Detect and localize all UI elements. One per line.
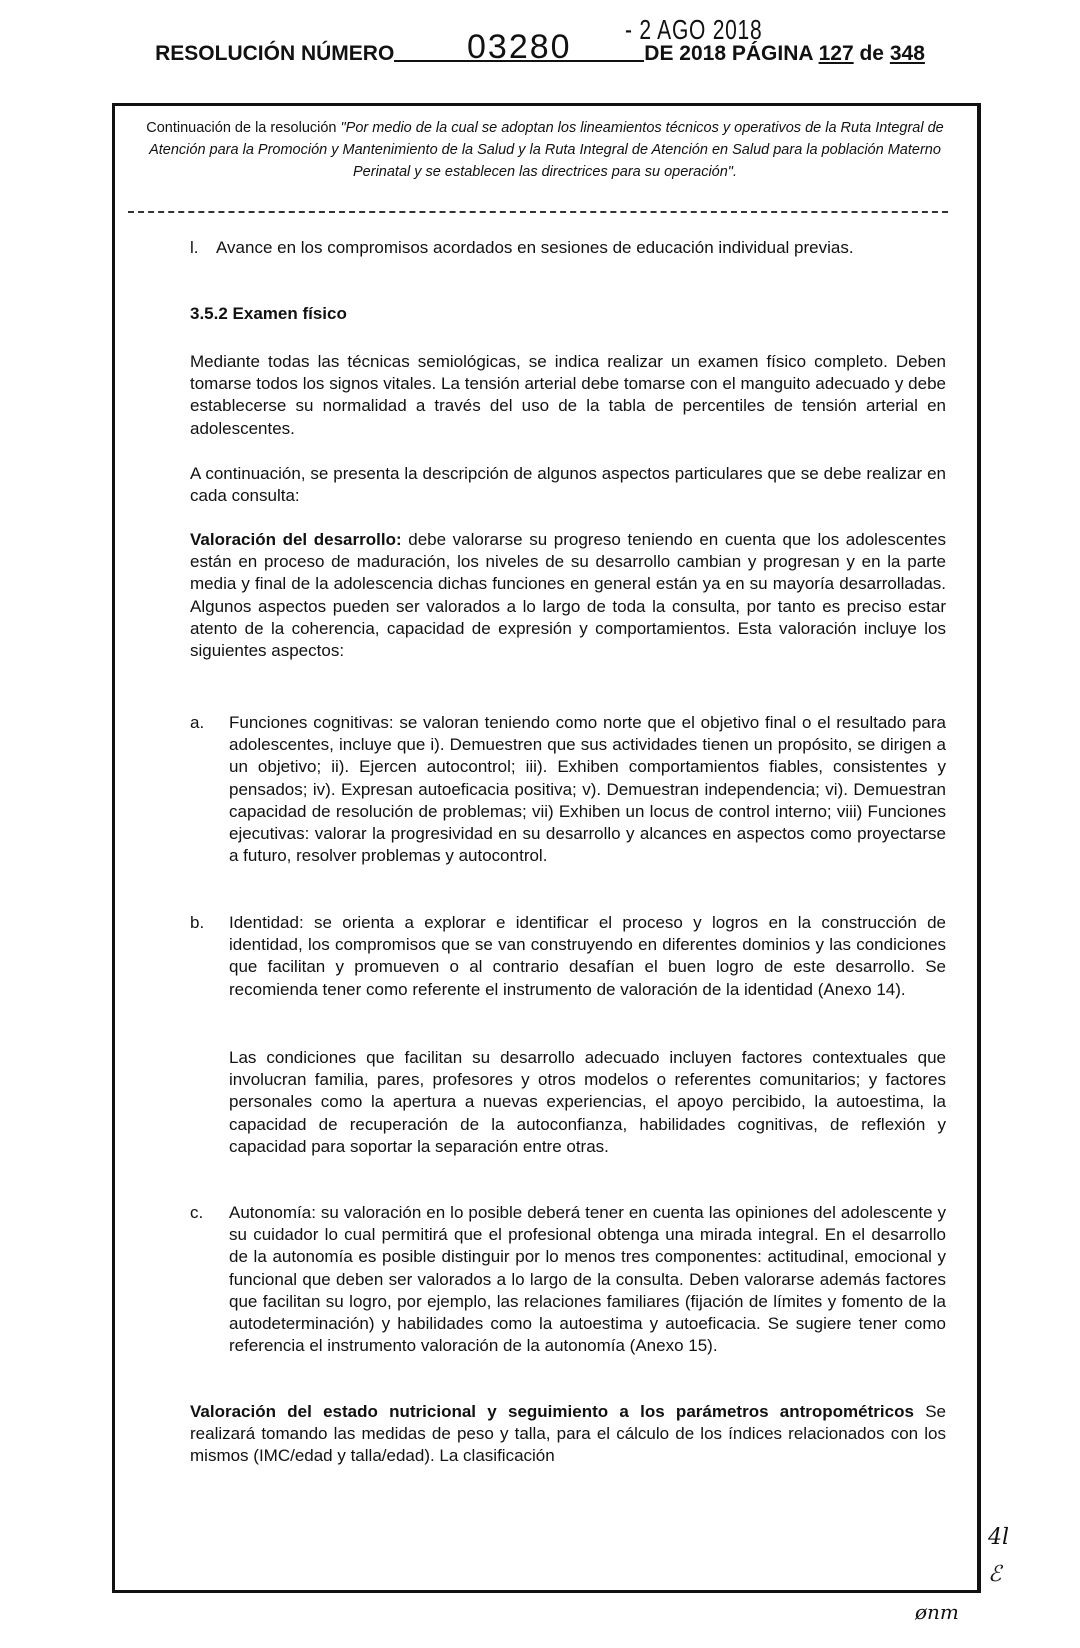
list-marker: l. — [190, 238, 199, 257]
resolution-intro — [120, 117, 970, 183]
list-item-a — [190, 712, 946, 867]
list-item-l — [190, 237, 946, 259]
resolution-number-stamp: 03280 — [394, 34, 644, 62]
handwritten-initials: ℰ — [988, 1562, 1002, 1587]
section-heading: 3.5.2 Examen físico — [190, 304, 347, 323]
nutrition-text: Se realizará tomando las medidas de peso y talla, para el cálculo de los índices relacionados con los mismos (IMC/edad y talla/edad). La clasificación — [190, 1402, 946, 1466]
list-marker: a. — [190, 713, 205, 732]
paragraph-identity-conditions: Las condiciones que facilitan su desarrollo adecuado incluyen factores contextuales que involucran familia, pares, profesores y otros modelos o referentes comunitarios; y factores personales como la apertura a nuevas experiencias, el apoyo percibido, la autoestima, la capacidad de recuperación de la autoconfianza, habilidades cognitivas, de reflexión y capacidad para soportar la separación entre otras. — [229, 1048, 946, 1156]
handwritten-signature: ønm — [915, 1600, 959, 1624]
list-item-b — [190, 912, 946, 1001]
development-text: debe valorarse su progreso teniendo en cuenta que los adolescentes están en proceso de maduración, los niveles de su desarrollo cambian y progresan y en la parte media y final de la adolescencia dichas funciones en general están ya en su mayoría desarrolladas. Algunos aspectos pueden ser valorados a lo largo de toda la consulta, por tanto es preciso estar atento de la coherencia, capacidad de expresión y comportamientos. Esta valoración incluye los siguientes aspectos: — [190, 530, 946, 661]
paragraph-exam: Mediante todas las técnicas semiológicas, se indica realizar un examen físico completo. Deben tomarse todos los signos vitales. La tensión arterial debe tomarse con el manguito adecuado y debe establecerse su normalidad a través del uso de la tabla de percentiles de tensión arterial en adolescentes. — [190, 352, 946, 438]
list-text: Autonomía: su valoración en lo posible deberá tener en cuenta las opiniones del adolescente y su cuidador lo cual permitirá que el profesional obtenga una mirada integral. En el desarrollo de la autonomía es posible distinguir por lo menos tres componentes: actitudinal, emocional y funcional que deben ser valorados a lo largo de la consulta. Deben valorarse además factores que facilitan su logro, por ejemplo, las relaciones familiares (fijación de límites y fomento de la autodeterminación) y habilidades como la autoestima y autoeficacia. Se sugiere tener como referencia el instrumento valoración de la autonomía (Anexo 15). — [229, 1203, 946, 1356]
page-of: de — [859, 42, 884, 65]
paragraph-intro-aspects: A continuación, se presenta la descripción de algunos aspectos particulares que se debe realizar en cada consulta: — [190, 464, 946, 506]
date-stamp: - 2 AGO 2018 — [625, 14, 763, 45]
list-item-c — [190, 1202, 946, 1357]
paragraph-nutrition — [190, 1401, 946, 1468]
list-marker: b. — [190, 913, 205, 932]
list-text: Avance en los compromisos acordados en sesiones de educación individual previas. — [216, 238, 854, 257]
divider — [128, 211, 948, 213]
handwritten-initials: 4l — [988, 1525, 1010, 1550]
list-marker: c. — [190, 1203, 204, 1222]
intro-quote: "Por medio de la cual se adoptan los lineamientos técnicos y operativos de la Ruta Integral de Atención para la Promoción y Mantenimiento de la Salud y la Ruta Integral de Atención en Salud para la población Materno Perinatal y se establecen las directrices para su operación". — [149, 120, 944, 180]
header-title: RESOLUCIÓN NÚMERO — [155, 42, 395, 65]
paragraph-development — [190, 529, 946, 662]
total-pages: 348 — [889, 42, 925, 65]
list-text: Identidad: se orienta a explorar e identificar el proceso y logros en la construcción de identidad, los compromisos que se van construyendo en diferentes dominios y las condiciones que facilitan y promueven o al contrario desafían el buen logro de este desarrollo. Se recomienda tener como referente el instrumento de valoración de la identidad (Anexo 14). — [229, 913, 946, 999]
intro-lead: Continuación de la resolución — [146, 120, 341, 136]
header-year: DE 2018 PÁGINA — [644, 42, 813, 65]
development-label: Valoración del desarrollo: — [190, 530, 402, 549]
page-number: 127 — [818, 42, 854, 65]
nutrition-label: Valoración del estado nutricional y seguimiento a los parámetros antropométricos — [190, 1402, 914, 1421]
list-text: Funciones cognitivas: se valoran teniendo como norte que el objetivo final o el resultado para adolescentes, incluye que i). Demuestren que sus actividades tienen un propósito, se dirigen a un objetivo; ii). Ejercen autocontrol; iii). Exhiben comportamientos fiables, consistentes y pensados; iv). Expresan autoeficacia positiva; v). Demuestran independencia; vi). Demuestran capacidad de resolución de problemas; vii) Exhiben un locus de control interno; viii) Funciones ejecutivas: valorar la progresividad en su desarrollo y alcances en aspectos como proyectarse a futuro, resolver problemas y autocontrol. — [229, 713, 946, 866]
